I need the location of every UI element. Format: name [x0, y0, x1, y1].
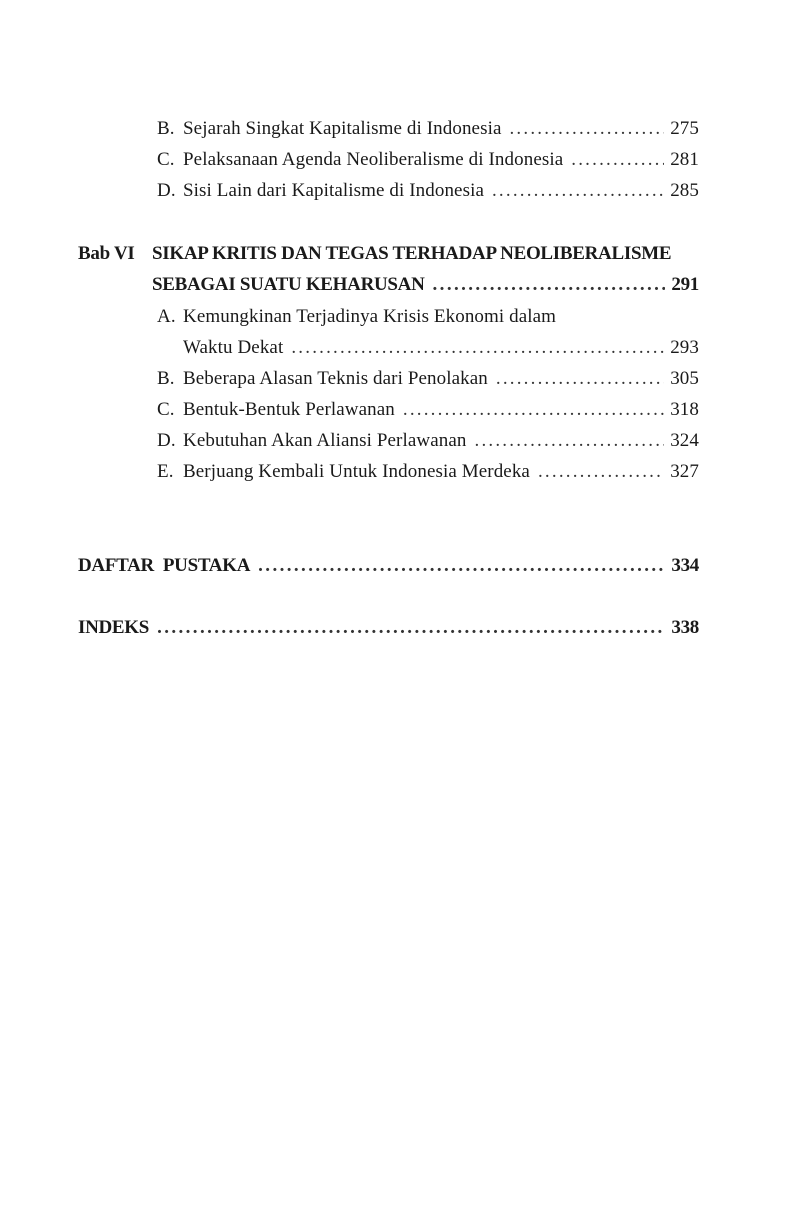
entry-letter: B.: [157, 118, 175, 139]
dot-leader: [291, 337, 664, 359]
dot-leader: [157, 617, 665, 639]
entry-page-number: 324: [670, 430, 699, 451]
chapter-title-line: [0, 243, 797, 265]
entry-title: Bentuk-Bentuk Perlawanan: [183, 399, 395, 420]
chapter-label: Bab VI: [78, 243, 135, 264]
chapter-title: SEBAGAI SUATU KEHARUSAN: [152, 274, 425, 295]
dot-leader: [475, 430, 665, 452]
dot-leader: [492, 180, 664, 202]
back-matter-page-number: 338: [671, 617, 699, 638]
toc-entry: [0, 399, 797, 421]
toc-entry: [0, 306, 797, 328]
dot-leader: [538, 461, 664, 483]
entry-title: Kebutuhan Akan Aliansi Perlawanan: [183, 430, 467, 451]
toc-back-matter-entry: [0, 617, 797, 639]
entry-title: Sejarah Singkat Kapitalisme di Indonesia: [183, 118, 502, 139]
entry-page-number: 285: [670, 180, 699, 201]
entry-letter: C.: [157, 149, 175, 170]
entry-letter: C.: [157, 399, 175, 420]
entry-page-number: 293: [670, 337, 699, 358]
entry-title: Beberapa Alasan Teknis dari Penolakan: [183, 368, 488, 389]
entry-letter: B.: [157, 368, 175, 389]
chapter-title: SIKAP KRITIS DAN TEGAS TERHADAP NEOLIBERALISME: [152, 243, 672, 264]
entry-title: Pelaksanaan Agenda Neoliberalisme di Indonesia: [183, 149, 564, 170]
dot-leader: [509, 118, 664, 140]
dot-leader: [258, 555, 665, 577]
entry-page-number: 275: [670, 118, 699, 139]
entry-page-number: 318: [670, 399, 699, 420]
dot-leader: [496, 368, 664, 390]
toc-back-matter-entry: [0, 555, 797, 577]
entry-letter: A.: [157, 306, 176, 327]
entry-title: Kemungkinan Terjadinya Krisis Ekonomi dalam: [183, 306, 557, 327]
toc-entry: [0, 368, 797, 390]
toc-entry: [0, 118, 797, 140]
entry-title: Berjuang Kembali Untuk Indonesia Merdeka: [183, 461, 530, 482]
entry-letter: D.: [157, 430, 176, 451]
dot-leader: [571, 149, 664, 171]
toc-entry: [0, 430, 797, 452]
entry-page-number: 305: [670, 368, 699, 389]
dot-leader: [433, 274, 666, 296]
chapter-title-line: [0, 274, 797, 296]
back-matter-title: INDEKS: [78, 617, 150, 638]
back-matter-title: DAFTAR PUSTAKA: [78, 555, 251, 576]
toc-entry: [0, 149, 797, 171]
back-matter-page-number: 334: [671, 555, 699, 576]
entry-title: Waktu Dekat: [183, 337, 284, 358]
chapter-page-number: 291: [671, 274, 699, 295]
entry-letter: E.: [157, 461, 174, 482]
toc-entry-continued: [0, 337, 797, 359]
entry-page-number: 327: [670, 461, 699, 482]
entry-letter: D.: [157, 180, 176, 201]
entry-title: Sisi Lain dari Kapitalisme di Indonesia: [183, 180, 484, 201]
entry-page-number: 281: [670, 149, 699, 170]
toc-entry: [0, 180, 797, 202]
dot-leader: [403, 399, 664, 421]
toc-entry: [0, 461, 797, 483]
